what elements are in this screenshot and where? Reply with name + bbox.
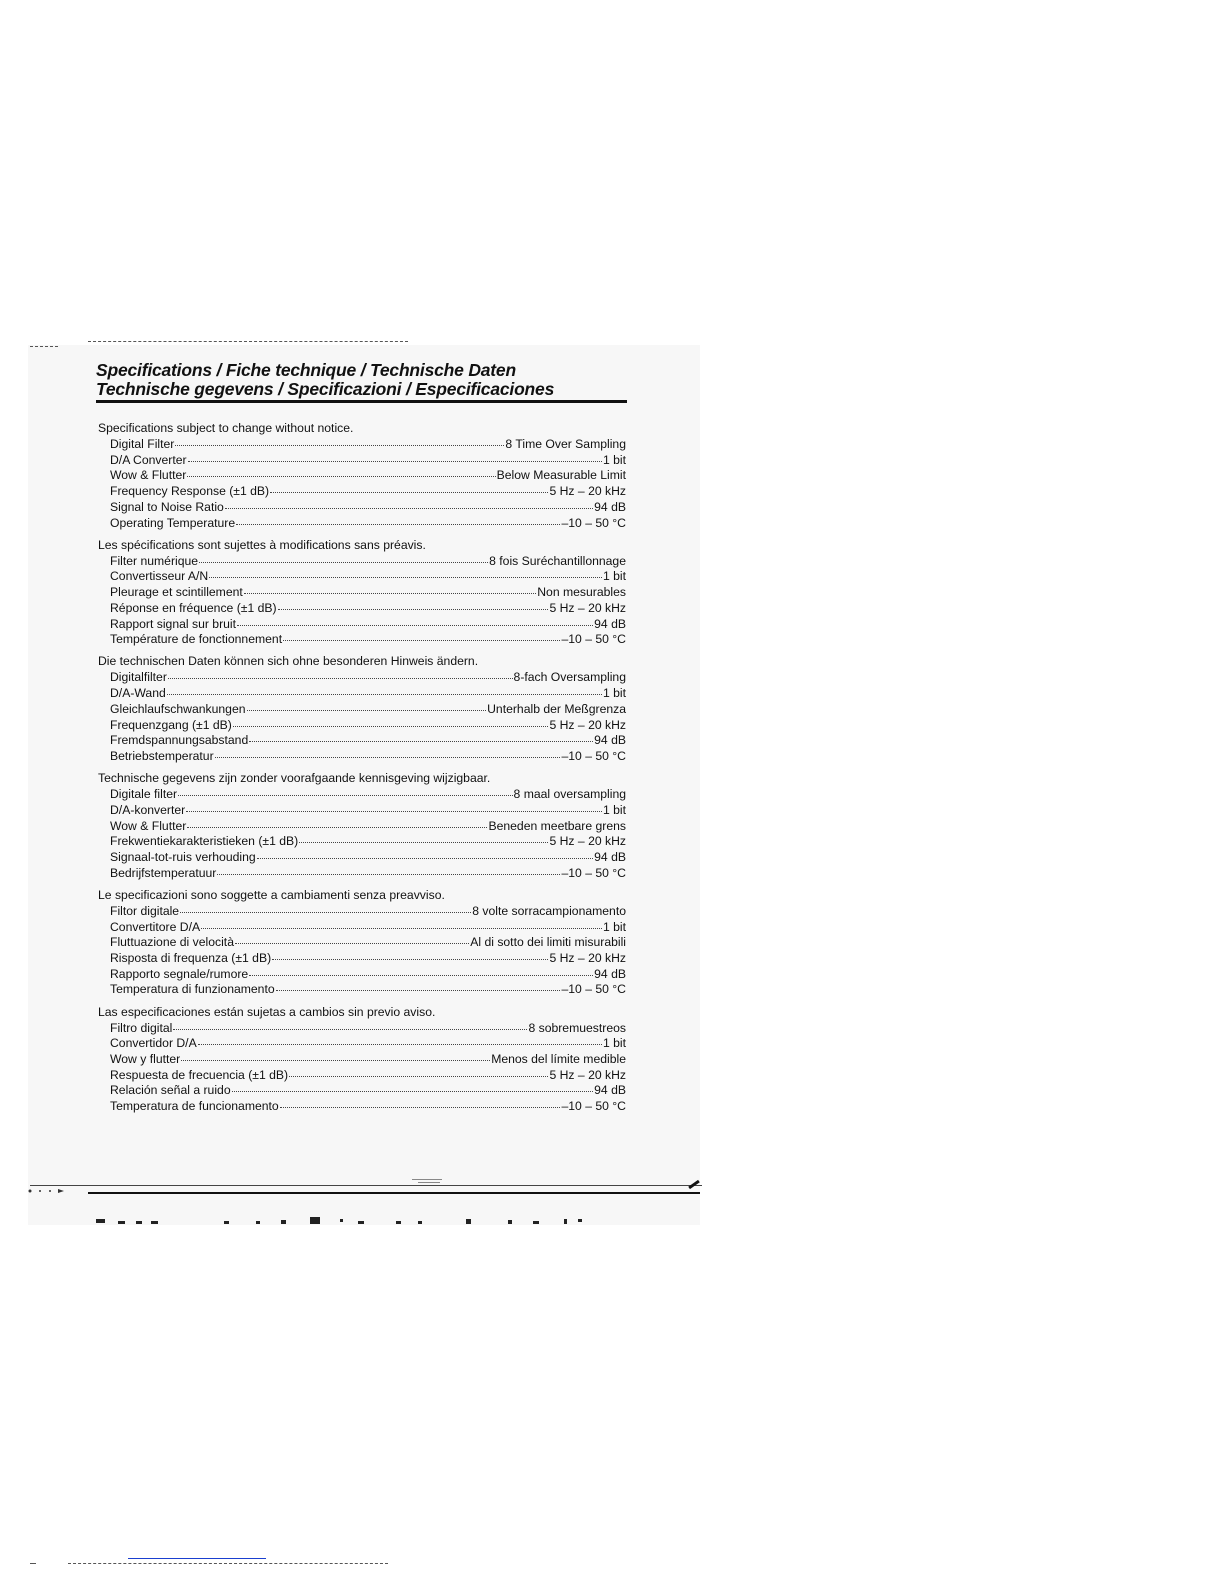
spec-label: Digital Filter [110, 437, 175, 451]
dot-leader [225, 496, 593, 509]
spec-value: 1 bit [602, 569, 626, 584]
footer-accent-rule [128, 1558, 266, 1559]
spec-label: Réponse en fréquence (±1 dB) [110, 600, 277, 615]
dot-leader [188, 449, 602, 462]
section-intro: Die technischen Daten können sich ohne besonderen Hinweis ändern. [98, 654, 479, 669]
spec-label: Convertidor D/A [110, 1036, 197, 1051]
section-intro: Technische gegevens zijn zonder voorafgaande kennisgeving wijzigbaar. [98, 771, 491, 786]
spec-label: Pleurage et scintillement [110, 585, 243, 600]
dot-leader [236, 512, 560, 525]
dot-leader [278, 597, 549, 610]
dot-leader [180, 900, 471, 913]
section-intro: Les spécifications sont sujettes à modifications sans préavis. [98, 537, 426, 552]
spec-value: 8 fois Suréchantillonnage [489, 553, 626, 568]
spec-section-dutch [98, 771, 626, 879]
spec-value: –10 – 50 °C [561, 1099, 626, 1114]
spec-value: 5 Hz – 20 kHz [549, 484, 626, 499]
dot-leader [283, 628, 560, 641]
title-line-2: Technische gegevens / Specificazioni / Especificaciones [96, 379, 555, 399]
top-dashed-rule [88, 341, 408, 342]
dot-leader [247, 698, 487, 711]
dot-leader [237, 613, 593, 626]
spec-value: 1 bit [602, 919, 626, 934]
spec-label: Operating Temperature [110, 515, 236, 530]
spec-value: 8 sobremuestreos [528, 1020, 626, 1035]
spec-value: 8 Time Over Sampling [505, 437, 626, 451]
spec-label: Rapport signal sur bruit [110, 616, 236, 631]
spec-value: –10 – 50 °C [561, 748, 626, 763]
spec-label: Signaal-tot-ruis verhouding [110, 849, 256, 864]
spec-section-french [98, 538, 626, 646]
next-section-rule [88, 1192, 700, 1194]
spec-label: Risposta di frequenza (±1 dB) [110, 950, 272, 965]
dot-leader [249, 963, 593, 976]
spec-label: D/A Converter [110, 452, 187, 467]
section-intro: Specifications subject to change without notice. [98, 421, 354, 435]
spec-label: D/A-Wand [110, 686, 166, 701]
spec-value: 94 dB [594, 616, 626, 631]
margin-marks [28, 1187, 68, 1198]
section-intro: Las especificaciones están sujetas a cambios sin previo aviso. [98, 1004, 436, 1019]
spec-label: Frequency Response (±1 dB) [110, 484, 270, 499]
truncated-heading-glyphs [96, 1215, 616, 1225]
dot-leader [187, 464, 495, 477]
section-intro: Le specificazioni sono soggette a cambiamenti senza preavviso. [98, 887, 445, 902]
spec-value: 8-fach Oversampling [513, 670, 626, 685]
spec-value: 1 bit [602, 802, 626, 817]
spec-label: Convertitore D/A [110, 919, 201, 934]
spec-label: Frequenzgang (±1 dB) [110, 717, 232, 732]
spec-value: 94 dB [594, 1083, 626, 1098]
title-underline [96, 400, 627, 403]
spec-label: Fremdspannungsabstand [110, 733, 249, 748]
footer-mark [30, 1563, 36, 1564]
spec-label: D/A-konverter [110, 802, 186, 817]
spec-value: 1 bit [602, 452, 626, 467]
spec-label: Temperatura de funcionamento [110, 1099, 279, 1114]
scan-mark [418, 1182, 440, 1183]
spec-section-spanish [98, 1005, 626, 1113]
spec-label: Relación señal a ruido [110, 1083, 231, 1098]
dot-leader [187, 815, 487, 828]
spec-label: Digitalfilter [110, 670, 167, 685]
dot-leader [217, 862, 560, 875]
spec-label: Betriebstemperatur [110, 748, 214, 763]
spec-label: Filter numérique [110, 553, 199, 568]
spec-value: 94 dB [594, 966, 626, 981]
spec-label: Wow & Flutter [110, 468, 187, 483]
title-line-1: Specifications / Fiche technique / Technische Daten [96, 360, 516, 380]
spec-value: 94 dB [594, 733, 626, 748]
spec-label: Rapporto segnale/rumore [110, 966, 249, 981]
spec-label: Wow & Flutter [110, 818, 187, 833]
spec-value: 5 Hz – 20 kHz [549, 600, 626, 615]
spec-section-italian [98, 888, 626, 996]
spec-value: –10 – 50 °C [561, 865, 626, 880]
spec-label: Fluttuazione di velocità [110, 935, 234, 950]
spec-value: 5 Hz – 20 kHz [549, 1067, 626, 1082]
spec-list [98, 421, 626, 1121]
spec-section-english [98, 421, 626, 529]
scan-mark [412, 1179, 442, 1180]
spec-value: Non mesurables [537, 585, 626, 600]
spec-value: 5 Hz – 20 kHz [549, 834, 626, 849]
spec-row [98, 514, 626, 530]
dot-leader [249, 729, 593, 742]
spec-label: Frekwentiekarakteristieken (±1 dB) [110, 834, 299, 849]
spec-value: Al di sotto dei limiti misurabili [470, 935, 626, 950]
spec-label: Filtro digital [110, 1020, 173, 1035]
dot-leader [173, 1017, 527, 1030]
dot-leader [201, 916, 602, 929]
spec-value: 8 maal oversampling [513, 787, 626, 802]
dot-leader [168, 666, 513, 679]
dot-leader [276, 978, 561, 991]
spec-label: Convertisseur A/N [110, 569, 209, 584]
spec-label: Filtor digitale [110, 903, 180, 918]
spec-value: Below Measurable Limit [496, 468, 626, 483]
spec-value: Menos del límite medible [491, 1052, 626, 1066]
spec-row [98, 864, 626, 880]
dot-leader [272, 947, 548, 960]
spec-row [98, 1097, 626, 1113]
spec-section-german [98, 654, 626, 762]
dot-leader [209, 565, 602, 578]
spec-value: Beneden meetbare grens [488, 818, 626, 833]
dot-leader [167, 682, 602, 695]
spec-value: 5 Hz – 20 kHz [549, 950, 626, 965]
truncated-next-heading [96, 1213, 616, 1225]
footer-dashed-rule [68, 1563, 388, 1564]
spec-value: 1 bit [602, 686, 626, 701]
spec-label: Bedrijfstemperatuur [110, 865, 217, 880]
spec-label: Gleichlaufschwankungen [110, 701, 246, 716]
spec-value: 5 Hz – 20 kHz [549, 717, 626, 732]
spec-row [98, 747, 626, 763]
dot-leader [233, 714, 549, 727]
spec-value: –10 – 50 °C [561, 632, 626, 647]
dot-leader [289, 1064, 548, 1077]
spec-row [98, 630, 626, 646]
spec-label: Temperatura di funzionamento [110, 982, 275, 997]
dot-leader [299, 830, 548, 843]
spec-value: 1 bit [602, 1036, 626, 1051]
dot-leader [198, 1032, 602, 1045]
spec-row [98, 980, 626, 996]
dot-leader [270, 480, 548, 493]
page-bottom-rule [30, 1185, 702, 1186]
dot-leader [280, 1095, 561, 1108]
spec-value: 94 dB [594, 849, 626, 864]
dot-leader [186, 799, 602, 812]
dot-leader [215, 745, 561, 758]
dot-leader [244, 581, 536, 594]
spec-label: Température de fonctionnement [110, 632, 283, 647]
spec-value: –10 – 50 °C [561, 515, 626, 530]
margin-arrow-icon [28, 1187, 68, 1195]
dot-leader [235, 931, 469, 944]
spec-value: 94 dB [594, 499, 626, 514]
spec-title [96, 361, 626, 399]
spec-label: Wow y flutter [110, 1052, 181, 1066]
dot-leader [175, 433, 504, 446]
spec-label: Digitale filter [110, 787, 178, 802]
dot-leader [181, 1048, 490, 1061]
spec-label: Signal to Noise Ratio [110, 499, 224, 514]
dot-leader [232, 1079, 594, 1092]
top-left-dashes [30, 346, 58, 347]
spec-value: –10 – 50 °C [561, 982, 626, 997]
spec-label: Respuesta de frecuencia (±1 dB) [110, 1067, 289, 1082]
dot-leader [178, 783, 512, 796]
spec-value: Unterhalb der Meßgrenza [487, 701, 626, 716]
spec-value: 8 volte sorracampionamento [472, 903, 626, 918]
dot-leader [199, 550, 488, 563]
dot-leader [257, 846, 593, 859]
